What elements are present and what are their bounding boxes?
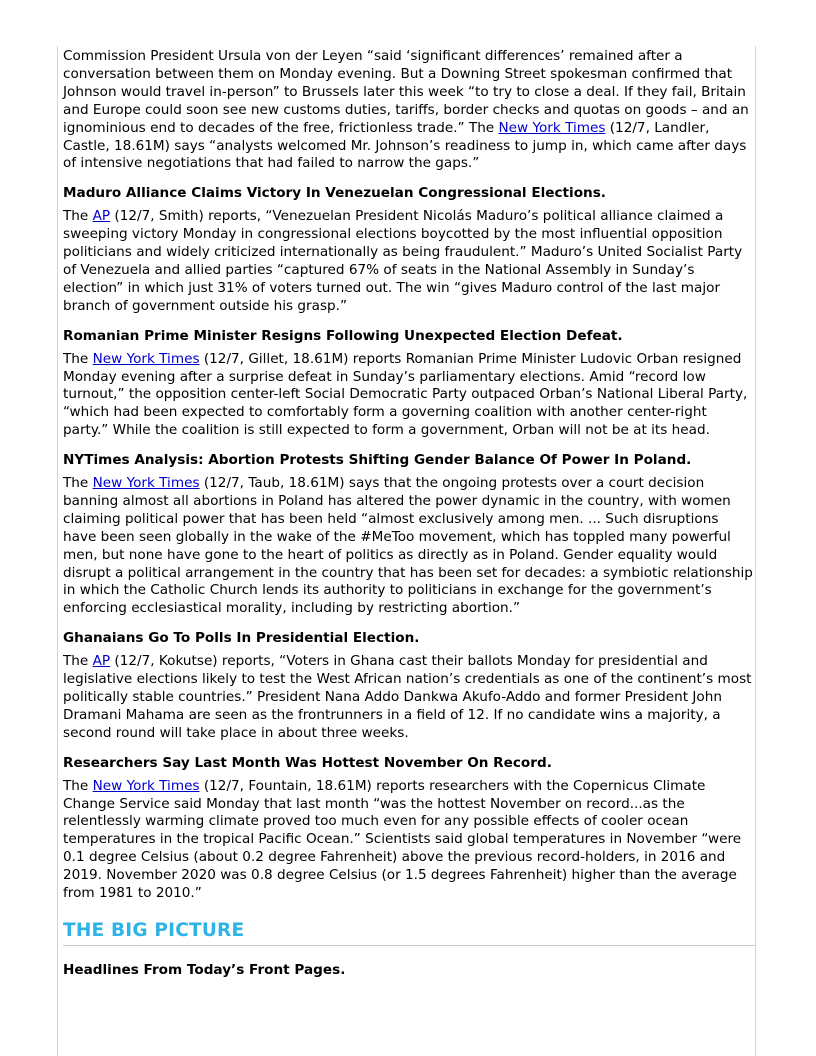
article-body: The AP (12/7, Kokutse) reports, “Voters in Ghana cast their ballots Monday for presidential and legislative elections likely to test the West African nation’s credentials as one of the continent’s most politically stable countries.” President Nana Addo Dankwa Akufo-Addo and former President John Dramani Mahama are seen as the frontrunners in a field of 12. If no candidate wins a majority, a second round will take place in about three weeks. — [63, 653, 752, 741]
source-link[interactable]: New York Times — [92, 350, 200, 367]
article — [63, 452, 755, 618]
section-title: THE BIG PICTURE — [63, 919, 755, 946]
article-body: The New York Times (12/7, Fountain, 18.61M) reports researchers with the Copernicus Climate Change Service said Monday that last month “was the hottest November on record...as the relentlessly warming climate proved too much even for any possible effects of cooler ocean temperatures in the tropical Pacific Ocean.” Scientists said global temperatures in November “were 0.1 degree Celsius (about 0.2 degree Fahrenheit) above the previous record-holders, in 2016 and 2019. November 2020 was 0.8 degree Celsius (or 1.5 degrees Fahrenheit) higher than the average from 1981 to 2010.” — [63, 777, 742, 902]
source-link[interactable]: AP — [92, 653, 111, 670]
source-link[interactable]: New York Times — [92, 777, 200, 794]
article-body: The New York Times (12/7, Gillet, 18.61M) reports Romanian Prime Minister Ludovic Orban resigned Monday evening after a surprise defeat in Sunday’s parliamentary elections. Amid “record low turnout,” the opposition center-left Social Democratic Party outpaced Orban’s National Liberal Party, “which had been expected to comfortably form a governing coalition with another center-right party.” While the coalition is still expected to form a government, Orban will not be at its head. — [63, 350, 748, 439]
article-body: The New York Times (12/7, Taub, 18.61M) says that the ongoing protests over a court decision banning almost all abortions in Poland has altered the power dynamic in the country, with women claiming political power that has been held “almost exclusively among men. ... Such disruptions have been seen globally in the wake of the #MeToo movement, which has toppled many powerful men, but none have gone to the heart of politics as directly as in Poland. Gender equality would disrupt a political arrangement in the country that has been set for decades: a symbiotic relationship in which the Catholic Church lends its authority to politicians in exchange for the government’s enforcing ecclesiastical morality, including by restricting abortion.” — [63, 475, 753, 617]
article-headline: Researchers Say Last Month Was Hottest November On Record. — [63, 754, 552, 771]
intro-paragraph — [63, 48, 755, 173]
article-body: The AP (12/7, Smith) reports, “Venezuelan President Nicolás Maduro’s political alliance claimed a sweeping victory Monday in congressional elections boycotted by the most influential opposition politicians and widely criticized internationally as being fraudulent.” Maduro’s United Socialist Party of Venezuela and allied parties “captured 67% of seats in the National Assembly in Sunday’s election” in which just 31% of voters turned out. The win “gives Maduro control of the last major branch of government outside his grasp.” — [63, 208, 743, 314]
intro-text-end: (12/7, Landler, Castle, 18.61M) says “analysts welcomed Mr. Johnson’s readiness to jump in, which came after days of intensive negotiations that had failed to narrow the gaps.” — [63, 119, 747, 172]
article-headline: Maduro Alliance Claims Victory In Venezuelan Congressional Elections. — [63, 185, 606, 202]
source-link[interactable]: New York Times — [92, 475, 200, 492]
intro-text-start: Commission President Ursula von der Leyen “said ‘significant differences’ remained after a conversation between them on Monday evening. But a Downing Street spokesman confirmed that Johnson would travel in-person” to Brussels later this week “to try to close a deal. If they fail, Britain and Europe could soon see new customs duties, tariffs, border checks and quotas on goods – and an ignominious end to decades of the free, frictionless trade.” The — [63, 48, 749, 136]
section-subheading: Headlines From Today’s Front Pages. — [63, 961, 346, 978]
right-margin-rule — [755, 46, 756, 1056]
article-headline: NYTimes Analysis: Abortion Protests Shifting Gender Balance Of Power In Poland. — [63, 452, 692, 469]
source-link[interactable]: AP — [92, 208, 111, 225]
left-margin-rule — [57, 46, 58, 1056]
article — [63, 630, 755, 742]
article-headline: Romanian Prime Minister Resigns Following Unexpected Election Defeat. — [63, 327, 623, 344]
article-headline: Ghanaians Go To Polls In Presidential Election. — [63, 630, 420, 647]
newsletter-body — [63, 48, 755, 985]
article — [63, 755, 755, 903]
article — [63, 185, 755, 315]
intro-source-link[interactable]: New York Times — [498, 119, 606, 136]
article — [63, 328, 755, 440]
